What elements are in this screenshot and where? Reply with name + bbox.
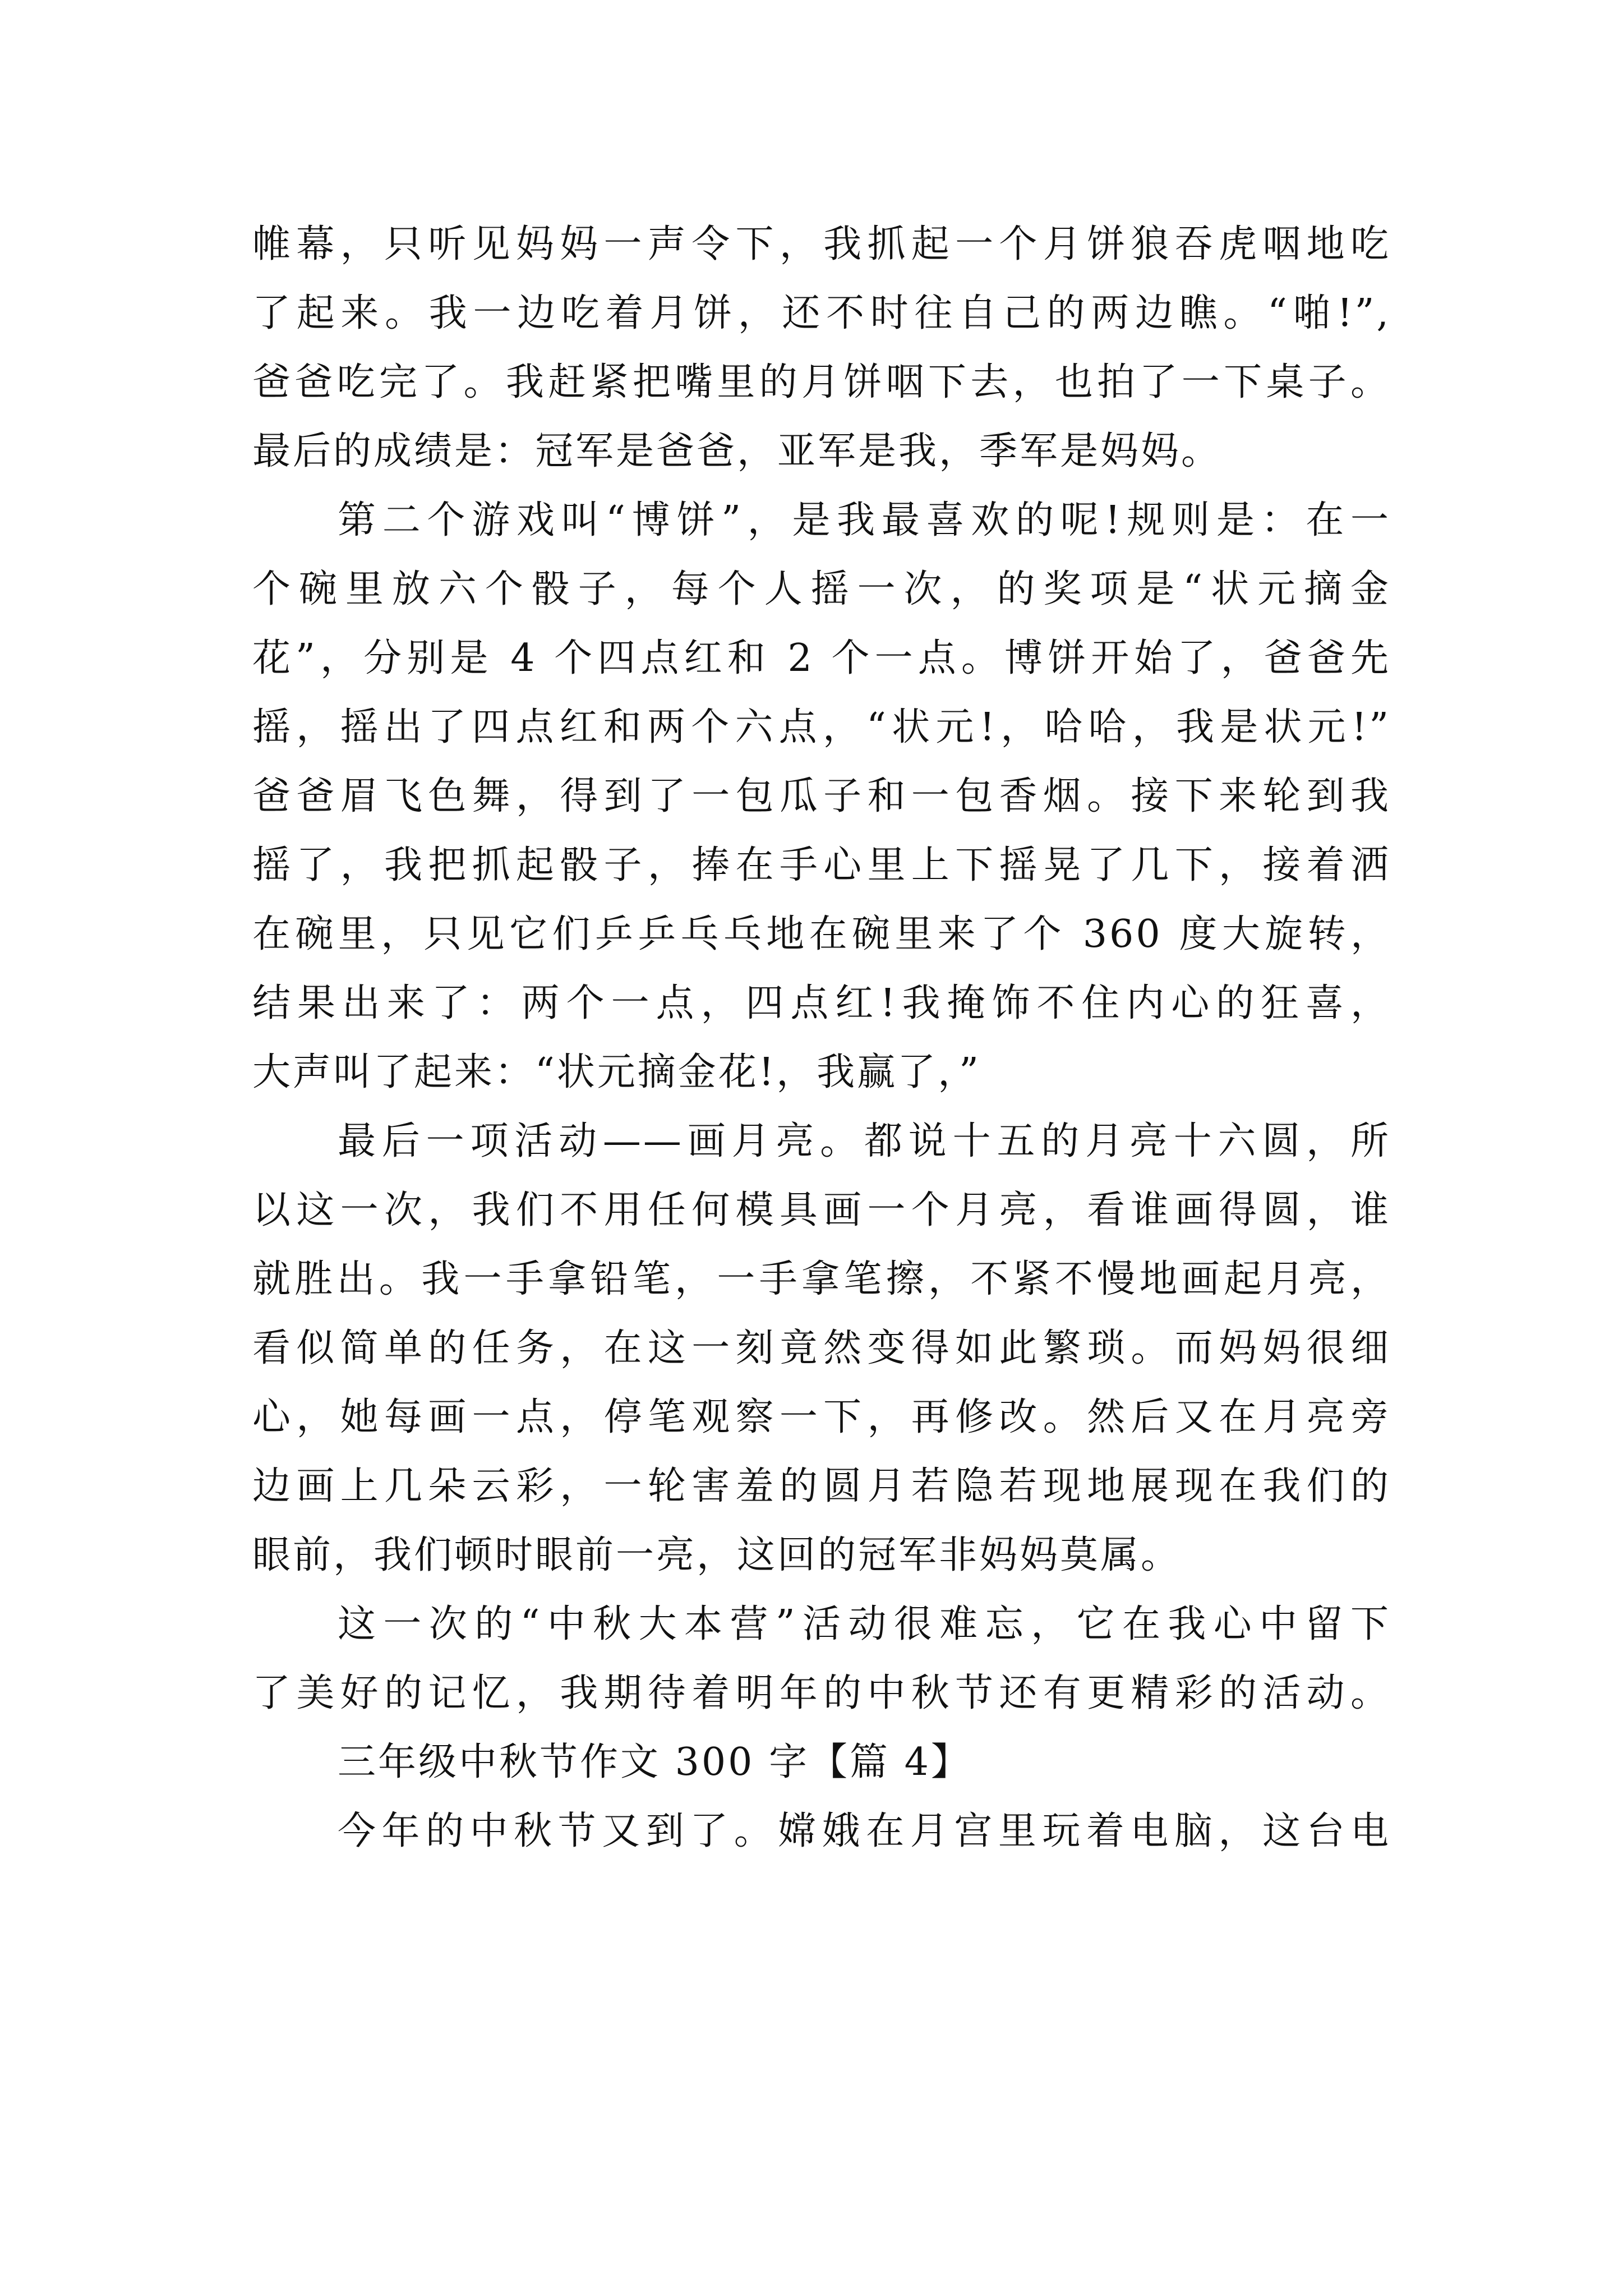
- text-line: 眼前，我们顿时眼前一亮，这回的冠军非妈妈莫属。: [252, 1533, 1182, 1577]
- text-line: 心，她每画一点，停笔观察一下，再修改。然后又在月亮旁: [252, 1395, 1391, 1439]
- text-line: 最后的成绩是：冠军是爸爸，亚军是我，季军是妈妈。: [252, 429, 1222, 473]
- text-line: 花”，分别是 4 个四点红和 2 个一点。博饼开始了，爸爸先: [252, 636, 1391, 680]
- text-line: 大声叫了起来：“状元摘金花!，我赢了，”: [252, 1050, 981, 1094]
- text-line: 就胜出。我一手拿铅笔，一手拿笔擦，不紧不慢地画起月亮，: [252, 1257, 1391, 1301]
- text-line: 看似简单的任务，在这一刻竟然变得如此繁琐。而妈妈很细: [252, 1326, 1391, 1370]
- text-line: 帷幕，只听见妈妈一声令下，我抓起一个月饼狼吞虎咽地吃: [252, 222, 1391, 266]
- text-line: 今年的中秋节又到了。嫦娥在月宫里玩着电脑，这台电: [338, 1809, 1391, 1853]
- text-line: 最后一项活动——画月亮。都说十五的月亮十六圆，所: [338, 1119, 1391, 1163]
- text-line: 个碗里放六个骰子，每个人摇一次，的奖项是“状元摘金: [252, 567, 1391, 611]
- text-line: 了美好的记忆，我期待着明年的中秋节还有更精彩的活动。: [252, 1671, 1391, 1715]
- text-line: 摇，摇出了四点红和两个六点，“状元!，哈哈，我是状元!”: [252, 705, 1391, 749]
- text-line: 以这一次，我们不用任何模具画一个月亮，看谁画得圆，谁: [252, 1188, 1391, 1232]
- text-line: 摇了，我把抓起骰子，捧在手心里上下摇晃了几下，接着洒: [252, 843, 1391, 887]
- text-line: 边画上几朵云彩，一轮害羞的圆月若隐若现地展现在我们的: [252, 1464, 1391, 1508]
- text-line: 三年级中秋节作文 300 字【篇 4】: [338, 1740, 971, 1784]
- document-body: [252, 210, 1391, 1866]
- text-line: 结果出来了：两个一点，四点红!我掩饰不住内心的狂喜，: [252, 981, 1391, 1025]
- text-line: 第二个游戏叫“博饼”，是我最喜欢的呢!规则是：在一: [338, 498, 1391, 542]
- text-line: 这一次的“中秋大本营”活动很难忘，它在我心中留下: [338, 1602, 1391, 1646]
- text-line: 在碗里，只见它们乒乒乓乓地在碗里来了个 360 度大旋转，: [252, 912, 1391, 956]
- text-line: 爸爸眉飞色舞，得到了一包瓜子和一包香烟。接下来轮到我: [252, 774, 1391, 818]
- text-line: 了起来。我一边吃着月饼，还不时往自己的两边瞧。“啪!”,: [252, 291, 1391, 335]
- text-line: 爸爸吃完了。我赶紧把嘴里的月饼咽下去，也拍了一下桌子。: [252, 360, 1391, 404]
